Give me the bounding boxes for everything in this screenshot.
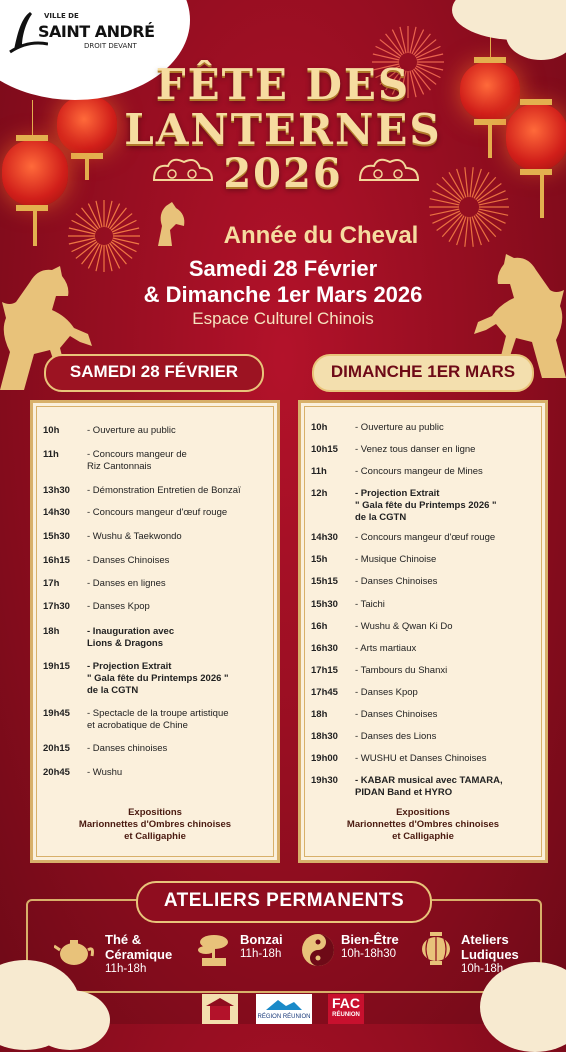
cloud-swirl-icon: [150, 154, 216, 188]
atelier-name: Ateliers Ludiques: [461, 932, 519, 962]
sunday-expositions: Expositions Marionnettes d'Ombres chinoises et Calligaphie: [346, 807, 500, 842]
schedule-row: [311, 599, 537, 611]
firework-ray: [479, 199, 508, 205]
saturday-schedule-panel: [30, 400, 280, 863]
title-line2: LANTERNES: [124, 105, 442, 154]
schedule-time: 19h00: [311, 753, 338, 764]
schedule-time: 16h30: [311, 643, 338, 654]
fac-label: FAC: [332, 995, 360, 1011]
saturday-header: SAMEDI 28 FÉVRIER: [44, 354, 264, 392]
cloud-ornament: [506, 10, 566, 60]
schedule-time: 15h30: [43, 531, 70, 542]
schedule-time: 19h45: [43, 708, 70, 719]
schedule-time: 19h30: [311, 775, 338, 786]
atelier-hours: 10h-18h: [461, 963, 504, 975]
firework-ray: [479, 209, 508, 215]
schedule-time: 12h: [311, 488, 328, 499]
schedule-time: 10h15: [311, 444, 338, 455]
sunday-schedule-panel: [298, 400, 548, 863]
schedule-row: [311, 488, 537, 524]
schedule-row: [43, 485, 269, 497]
schedule-row: [43, 425, 269, 437]
schedule-time: 18h: [43, 626, 60, 637]
partner-fac-logo: [328, 994, 364, 1024]
region-mountain-icon: [264, 998, 304, 1010]
schedule-time: 18h30: [311, 731, 338, 742]
schedule-description: - Venez tous danser en ligne: [355, 444, 476, 455]
schedule-row: [43, 767, 269, 779]
schedule-description: - Arts martiaux: [355, 643, 417, 654]
schedule-row: [43, 661, 269, 697]
firework-ray: [430, 199, 459, 205]
schedule-row: [311, 444, 537, 456]
schedule-row: [311, 532, 537, 544]
atelier-hours: 11h-18h: [105, 963, 147, 975]
lantern-tassel: [33, 210, 37, 246]
schedule-description: - Concours mangeur de Riz Cantonnais: [87, 449, 187, 472]
cloud-ornament: [30, 990, 110, 1050]
schedule-description: - Inauguration avec Lions & Dragons: [87, 626, 175, 649]
firework-ray: [410, 27, 416, 53]
schedule-description: - Musique Chinoise: [355, 554, 437, 565]
schedule-row: [43, 507, 269, 519]
venue: Espace Culturel Chinois: [192, 309, 374, 328]
partner-association-logo: [202, 994, 238, 1024]
schedule-time: 10h: [311, 422, 328, 433]
ateliers-header: ATELIERS PERMANENTS: [136, 881, 432, 923]
atelier-hours: 11h-18h: [240, 948, 282, 960]
schedule-row: [311, 775, 537, 799]
temple-icon: [202, 994, 238, 1024]
schedule-row: [311, 643, 537, 655]
fac-sub-label: RÉUNION: [332, 1012, 360, 1018]
schedule-row: [311, 554, 537, 566]
schedule-row: [311, 466, 537, 478]
atelier-bonzai: [240, 932, 283, 962]
schedule-time: 11h: [43, 449, 59, 460]
schedule-row: [311, 665, 537, 677]
teapot-icon: [54, 932, 94, 968]
schedule-description: - Wushu: [87, 767, 123, 778]
partner-logos: [200, 990, 370, 1024]
schedule-time: 16h15: [43, 555, 70, 566]
schedule-row: [43, 743, 269, 755]
schedule-time: 16h: [311, 621, 328, 632]
region-label: RÉGION RÉUNION: [257, 1014, 311, 1020]
schedule-description: - Ouverture au public: [355, 422, 444, 433]
schedule-row: [43, 578, 269, 590]
bonsai-icon: [194, 932, 234, 968]
schedule-description: - Projection Extrait " Gala fête du Printemps 2026 " de la CGTN: [87, 661, 229, 696]
date-line2: & Dimanche 1er Mars 2026: [143, 282, 423, 307]
schedule-description: - KABAR musical avec TAMARA, PIDAN Band et HYRO: [355, 775, 503, 798]
title-line1: FÊTE DES: [155, 60, 411, 109]
logo-line1: VILLE DE: [44, 12, 79, 20]
schedule-description: - Tambours du Shanxi: [355, 665, 448, 676]
schedule-row: [311, 731, 537, 743]
schedule-time: 15h: [311, 554, 328, 565]
atelier-name: Thé & Céramique: [105, 932, 173, 962]
schedule-time: 17h15: [311, 665, 338, 676]
saturday-expositions: Expositions Marionnettes d'Ombres chinoises et Calligaphie: [78, 807, 232, 842]
firework-ray: [400, 27, 406, 53]
yin-yang-icon: [298, 932, 338, 968]
schedule-row: [43, 449, 269, 473]
schedule-time: 10h: [43, 425, 60, 436]
cloud-swirl-icon: [356, 154, 422, 188]
schedule-row: [311, 422, 537, 434]
schedule-time: 17h30: [43, 601, 70, 612]
schedule-row: [311, 621, 537, 633]
schedule-time: 14h30: [43, 507, 70, 518]
schedule-description: - Danses Chinoises: [355, 576, 438, 587]
date-line1: Samedi 28 Février: [188, 256, 378, 281]
atelier-name: Bonzai: [240, 932, 283, 947]
atelier-hours: 10h-18h30: [341, 948, 396, 960]
schedule-description: - WUSHU et Danses Chinoises: [355, 753, 487, 764]
schedule-description: - Ouverture au public: [87, 425, 176, 436]
schedule-description: - Taichi: [355, 599, 385, 610]
schedule-description: - Danses chinoises: [87, 743, 168, 754]
schedule-row: [311, 753, 537, 765]
schedule-time: 15h15: [311, 576, 338, 587]
schedule-description: - Concours mangeur d'œuf rouge: [355, 532, 496, 543]
schedule-row: [311, 576, 537, 588]
schedule-row: [43, 708, 269, 732]
schedule-row: [43, 555, 269, 567]
firework-ray: [430, 209, 459, 215]
atelier-bien-etre: [341, 932, 399, 962]
schedule-time: 11h: [311, 466, 327, 477]
schedule-time: 20h45: [43, 767, 70, 778]
schedule-description: - Spectacle de la troupe artistique et acrobatique de Chine: [87, 708, 229, 731]
schedule-row: [311, 687, 537, 699]
schedule-description: - Concours mangeur de Mines: [355, 466, 483, 477]
sunday-header: DIMANCHE 1ER MARS: [312, 354, 534, 392]
year-of-horse: Année du Cheval: [223, 222, 419, 249]
schedule-description: - Projection Extrait " Gala fête du Printemps 2026 " de la CGTN: [355, 488, 497, 523]
schedule-row: [43, 626, 269, 650]
logo-line3: DROIT DEVANT: [84, 42, 137, 50]
schedule-row: [43, 601, 269, 613]
schedule-time: 14h30: [311, 532, 338, 543]
schedule-description: - Danses Kpop: [355, 687, 418, 698]
schedule-time: 17h45: [311, 687, 338, 698]
schedule-time: 18h: [311, 709, 328, 720]
schedule-description: - Démonstration Entretien de Bonzaï: [87, 485, 241, 496]
lantern-icon: [416, 932, 456, 968]
schedule-description: - Danses Kpop: [87, 601, 150, 612]
schedule-row: [311, 709, 537, 721]
schedule-description: - Concours mangeur d'œuf rouge: [87, 507, 228, 518]
partner-region-logo: [256, 994, 312, 1024]
schedule-description: - Danses Chinoises: [87, 555, 170, 566]
title-line3: 2026: [223, 150, 343, 197]
schedule-time: 19h15: [43, 661, 70, 672]
schedule-description: - Wushu & Qwan Ki Do: [355, 621, 453, 632]
schedule-time: 13h30: [43, 485, 70, 496]
logo-line2: SAINT ANDRÉ: [38, 22, 155, 41]
schedule-time: 15h30: [311, 599, 338, 610]
schedule-description: - Danses des Lions: [355, 731, 437, 742]
schedule-description: - Danses en lignes: [87, 578, 166, 589]
atelier-name: Bien-Être: [341, 932, 399, 947]
schedule-time: 17h: [43, 578, 60, 589]
schedule-row: [43, 531, 269, 543]
schedule-description: - Danses Chinoises: [355, 709, 438, 720]
schedule-time: 20h15: [43, 743, 70, 754]
schedule-description: - Wushu & Taekwondo: [87, 531, 182, 542]
atelier-the: [105, 932, 172, 977]
